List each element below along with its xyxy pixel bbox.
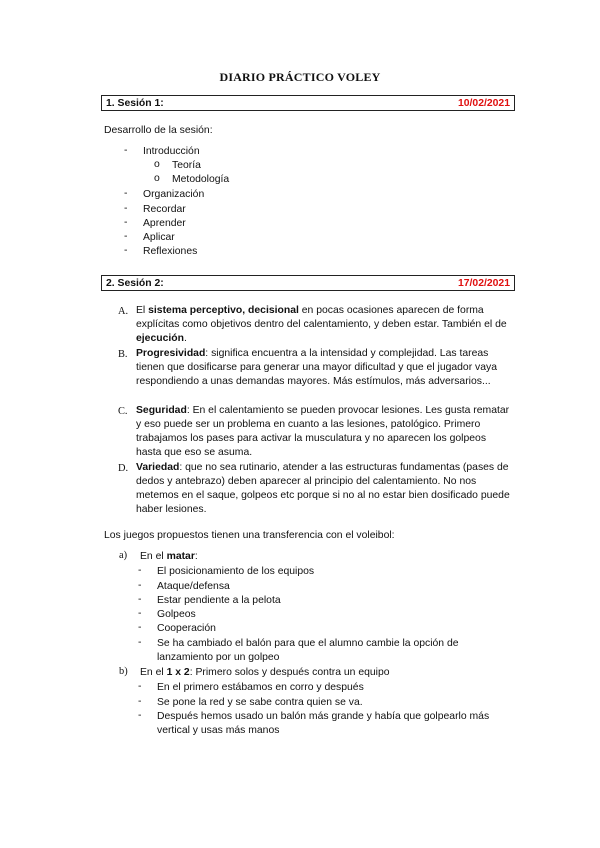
letter-marker: A. (118, 306, 129, 317)
list-item: Aprender (143, 218, 186, 229)
sub-list-item: Teoría (172, 160, 201, 171)
session-2-header (101, 275, 515, 291)
principle-d: Variedad: que no sea rutinario, atender a las estructuras fundamentas (pases de dedos y antebrazo) deben aparecer al principio del calentamiento. No nos metemos en el saque, golpeos etc porque si no al no estar bien dosificado puede haber lesiones. (136, 462, 510, 516)
game-b-heading: En el 1 x 2: Primero solos y después contra un equipo (140, 667, 390, 678)
list-item-continuation: vertical y usas más manos (157, 725, 280, 736)
list-item: Golpeos (157, 609, 196, 620)
list-item: Cooperación (157, 623, 216, 634)
bullet-dash: - (138, 681, 142, 692)
letter-marker: B. (118, 349, 128, 360)
list-item: Se ha cambiado el balón para que el alumno cambie la opción de (157, 638, 459, 649)
list-item: Recordar (143, 204, 186, 215)
session-1-date: 10/02/2021 (457, 97, 510, 109)
principle-c: Seguridad: En el calentamiento se pueden provocar lesiones. Les gusta rematar y eso puede ser un problema en cuanto a las lesiones, patológico. Primero trabajamos los pases para activar la musculatura y no aparecen los golpeos hasta que eso se asuma. (136, 405, 510, 459)
bullet-dash: - (138, 622, 142, 633)
bullet-dash: - (124, 245, 128, 256)
bullet-dash: - (124, 217, 128, 228)
letter-marker: a) (119, 550, 128, 561)
principle-b: Progresividad: significa encuentra a la intensidad y complejidad. Las tareas tienen que dosificarse para generar una mayor dificultad y que el jugador vaya respondiendo a unas demandas mayores. Más estímulos, más adversarios... (136, 348, 498, 388)
session-2-label: 2. Sesión 2: (106, 277, 164, 289)
bullet-dash: - (138, 594, 142, 605)
bullet-dash: - (138, 580, 142, 591)
bullet-dash: - (138, 710, 142, 721)
list-item: Organización (143, 189, 205, 200)
session-1-label: 1. Sesión 1: (106, 97, 164, 109)
session-1-header (101, 95, 515, 111)
bullet-dash: - (124, 231, 128, 242)
principle-a: El sistema perceptivo, decisional en pocas ocasiones aparecen de forma explícitas como objetivos dentro del calentamiento, y deben estar. También el de ejecución. (136, 305, 507, 345)
bullet-dash: - (138, 608, 142, 619)
bullet-dash: - (138, 565, 142, 576)
bullet-dash: - (124, 145, 128, 156)
list-item: Aplicar (143, 232, 175, 243)
bullet-dash: - (124, 188, 128, 199)
list-item: Ataque/defensa (157, 581, 230, 592)
session-2-date: 17/02/2021 (457, 277, 510, 289)
list-item: Se pone la red y se sabe contra quien se va. (157, 697, 363, 708)
sub-bullet: o (154, 173, 160, 184)
game-a-heading: En el matar: (140, 551, 198, 562)
list-item: Introducción (143, 146, 200, 157)
letter-marker: b) (119, 666, 128, 677)
list-item-continuation: lanzamiento por un golpeo (157, 652, 280, 663)
bullet-dash: - (124, 203, 128, 214)
list-item: El posicionamiento de los equipos (157, 566, 315, 577)
list-item: Estar pendiente a la pelota (157, 595, 281, 606)
list-item: Después hemos usado un balón más grande y había que golpearlo más (157, 711, 490, 722)
bullet-dash: - (138, 637, 142, 648)
sub-bullet: o (154, 159, 160, 170)
sub-list-item: Metodología (172, 174, 230, 185)
document-title: DIARIO PRÁCTICO VOLEY (219, 70, 381, 84)
bullet-dash: - (138, 696, 142, 707)
development-label: Desarrollo de la sesión: (104, 125, 213, 136)
letter-marker: D. (118, 463, 129, 474)
letter-marker: C. (118, 406, 128, 417)
transfer-label: Los juegos propuestos tienen una transferencia con el voleibol: (104, 530, 395, 541)
list-item: Reflexiones (143, 246, 198, 257)
list-item: En el primero estábamos en corro y después (157, 682, 364, 693)
